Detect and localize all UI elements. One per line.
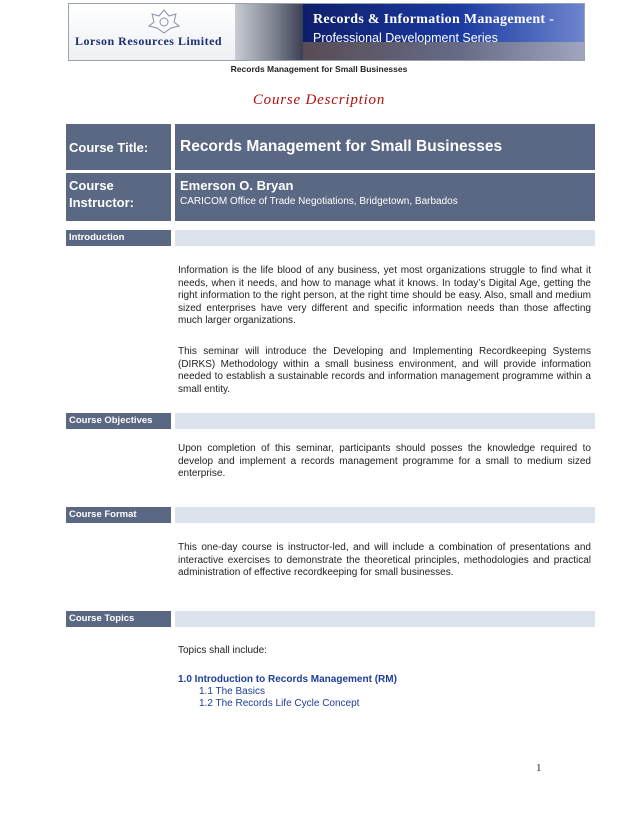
objectives-paragraph: Upon completion of this seminar, participants should posses the knowledge required to develop and implement a records management programme for a small to medium sized enterprise. [178,443,591,479]
section-label-topics: Course Topics [66,611,171,627]
header-banner [68,3,585,61]
banner-title-panel [303,4,585,60]
instructor-affiliation: CARICOM Office of Trade Negotiations, Bridgetown, Barbados [180,196,458,207]
instructor-label-line2: Instructor: [69,195,134,210]
course-title-label-cell [66,124,171,170]
running-head: Records Management for Small Businesses [230,64,408,74]
topic-item: 1.1 The Basics [199,686,265,697]
topic-item: 1.2 The Records Life Cycle Concept [199,698,360,709]
course-info-table [66,124,595,221]
banner-title: Records & Information Management - [313,12,555,27]
company-logo [69,4,235,60]
instructor-label-cell [66,173,171,221]
section-label-format: Course Format [66,507,171,523]
topic-heading: 1.0 Introduction to Records Management (RM) [178,674,397,685]
section-bar-topics [175,611,595,627]
banner-subtitle: Professional Development Series [313,31,498,45]
instructor-label-line1: Course [69,178,114,193]
introduction-paragraph-2: This seminar will introduce the Developing and Implementing Recordkeeping Systems (DIRKS) Methodology within a small business environment, and will provide information needed to establish a sustainable records and information management programme within a small entity. [178,346,591,395]
format-paragraph: This one-day course is instructor-led, and will include a combination of presentations and interactive exercises to demonstrate the theoretical principles, methodologies and practical administration of effective recordkeeping for small businesses. [178,542,591,578]
page-number: 1 [536,762,542,774]
crest-icon [147,8,181,34]
banner-graphic [235,4,303,60]
section-label-objectives: Course Objectives [66,413,171,429]
instructor-value-cell [175,173,595,221]
logo-text: Lorson Resources Limited [75,34,223,48]
instructor-name: Emerson O. Bryan [180,178,294,193]
introduction-paragraph-1: Information is the life blood of any business, yet most organizations struggle to find what it needs, when it needs, and how to manage what it knows. In today’s Digital Age, getting the right information to the right person, at the right time should be easy. Also, small and medium sized enterprises have very different and specific information needs than those affecting much larger organizations. [178,265,591,326]
topics-intro: Topics shall include: [178,645,267,656]
section-bar-format [175,507,595,523]
section-label-introduction: Introduction [66,230,171,246]
section-bar-objectives [175,413,595,429]
page-title: Course Description [252,92,386,108]
course-title-value-cell [175,124,595,170]
course-title-label: Course Title: [69,140,149,155]
section-bar-introduction [175,230,595,246]
course-title-value: Records Management for Small Businesses [180,138,503,155]
